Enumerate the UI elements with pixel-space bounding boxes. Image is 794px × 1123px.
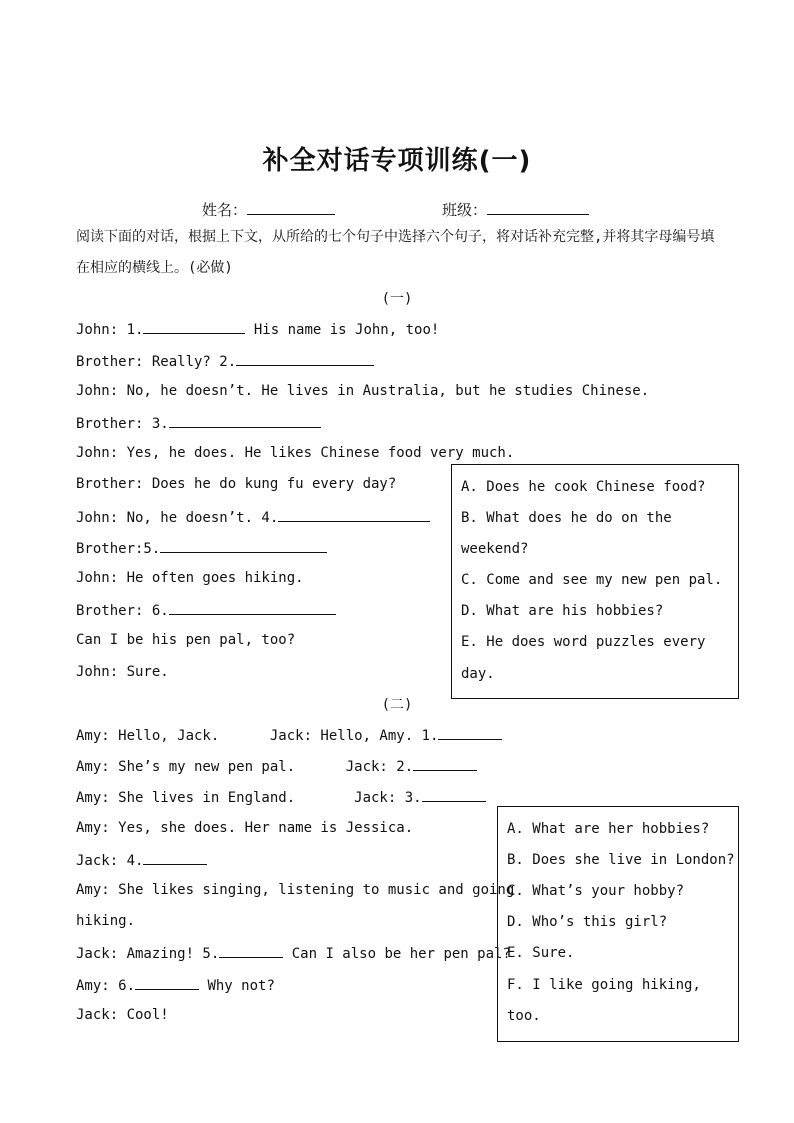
s2-line-9-tail: Why not? (199, 978, 275, 994)
name-field[interactable] (202, 199, 335, 220)
s1-blank-6[interactable] (169, 601, 336, 615)
instructions: 阅读下面的对话，根据上下文，从所给的七个句子中选择六个句子，将对话补充完整,并将其字母编号填在相应的横线上。(必做) (76, 229, 715, 276)
s2-line-4: Amy: Yes, she does. Her name is Jessica. (76, 820, 414, 836)
s1-blank-5[interactable] (160, 539, 327, 553)
class-blank[interactable] (487, 200, 589, 215)
s2-blank-4[interactable] (143, 851, 207, 865)
section1-heading: (一) (381, 291, 413, 307)
s1-line-11: Can I be his pen pal, too? (76, 632, 296, 648)
s2-option-d: D. Who’s this girl? (507, 914, 668, 930)
s2-option-f: F. I like going hiking, (507, 977, 701, 993)
s2-options-box (497, 806, 739, 1042)
s2-blank-5[interactable] (219, 944, 283, 958)
s2-line-8-text: Jack: Amazing! 5. (76, 946, 220, 962)
s1-line-12: John: Sure. (76, 664, 169, 680)
s1-blank-4[interactable] (278, 508, 430, 522)
s1-line-7 (76, 508, 430, 526)
s1-line-2-text: Brother: Really? 2. (76, 354, 237, 370)
s2-line-3 (76, 788, 486, 806)
s1-line-3: John: No, he doesn’t. He lives in Australia, but he studies Chinese. (76, 383, 650, 399)
s1-line-1 (76, 320, 439, 338)
s1-line-5: John: Yes, he does. He likes Chinese food very much. (76, 445, 515, 461)
s1-line-4 (76, 414, 321, 432)
s2-blank-2[interactable] (413, 757, 477, 771)
name-blank[interactable] (247, 200, 335, 215)
name-label: 姓名： (202, 201, 248, 219)
s2-option-e: E. Sure. (507, 945, 575, 961)
s2-line-2-text: Amy: She’s my new pen pal. Jack: 2. (76, 759, 414, 775)
s2-line-5 (76, 851, 207, 869)
s2-line-9-text: Amy: 6. (76, 978, 136, 994)
s2-line-6: Amy: She likes singing, listening to music and going (76, 882, 515, 898)
s1-option-e-cont: day. (461, 666, 495, 682)
s2-blank-6[interactable] (135, 976, 199, 990)
s1-line-10-text: Brother: 6. (76, 603, 169, 619)
s1-option-b: B. What does he do on the (461, 510, 672, 526)
s2-option-a: A. What are her hobbies? (507, 821, 710, 837)
s2-line-2 (76, 757, 477, 775)
s1-option-a: A. Does he cook Chinese food? (461, 479, 706, 495)
s1-line-1-tail: His name is John, too! (245, 322, 440, 338)
s1-option-c: C. Come and see my new pen pal. (461, 572, 723, 588)
s1-option-e: E. He does word puzzles every (461, 634, 706, 650)
s1-line-2 (76, 352, 374, 370)
s2-line-5-text: Jack: 4. (76, 853, 144, 869)
s1-line-10 (76, 601, 336, 619)
s1-blank-1[interactable] (143, 320, 245, 334)
s2-line-3-text: Amy: She lives in England. Jack: 3. (76, 790, 422, 806)
s1-blank-2[interactable] (236, 352, 374, 366)
s2-line-8-tail: Can I also be her pen pal? (283, 946, 511, 962)
s2-blank-3[interactable] (422, 788, 486, 802)
s2-option-c: C. What’s your hobby? (507, 883, 685, 899)
page-title: 补全对话专项训练(一) (262, 146, 532, 176)
s1-line-8 (76, 539, 327, 557)
s1-line-7-text: John: No, he doesn’t. 4. (76, 510, 279, 526)
s1-options-box (451, 464, 739, 699)
s1-line-6: Brother: Does he do kung fu every day? (76, 476, 397, 492)
class-label: 班级： (442, 201, 488, 219)
s1-blank-3[interactable] (169, 414, 321, 428)
s2-line-8 (76, 944, 511, 962)
s2-line-1-text: Amy: Hello, Jack. Jack: Hello, Amy. 1. (76, 728, 439, 744)
s2-line-7: hiking. (76, 913, 136, 929)
s1-line-1-text: John: 1. (76, 322, 144, 338)
s1-option-b-cont: weekend? (461, 541, 529, 557)
s1-line-9: John: He often goes hiking. (76, 570, 304, 586)
s2-line-9 (76, 976, 275, 994)
section2-heading: (二) (381, 697, 413, 713)
s2-option-f-cont: too. (507, 1008, 541, 1024)
s1-line-4-text: Brother: 3. (76, 416, 169, 432)
s2-line-1 (76, 726, 502, 744)
s2-option-b: B. Does she live in London? (507, 852, 735, 868)
s1-line-8-text: Brother:5. (76, 541, 161, 557)
s1-option-d: D. What are his hobbies? (461, 603, 664, 619)
s2-line-10: Jack: Cool! (76, 1007, 169, 1023)
s2-blank-1[interactable] (438, 726, 502, 740)
class-field[interactable] (442, 199, 589, 220)
